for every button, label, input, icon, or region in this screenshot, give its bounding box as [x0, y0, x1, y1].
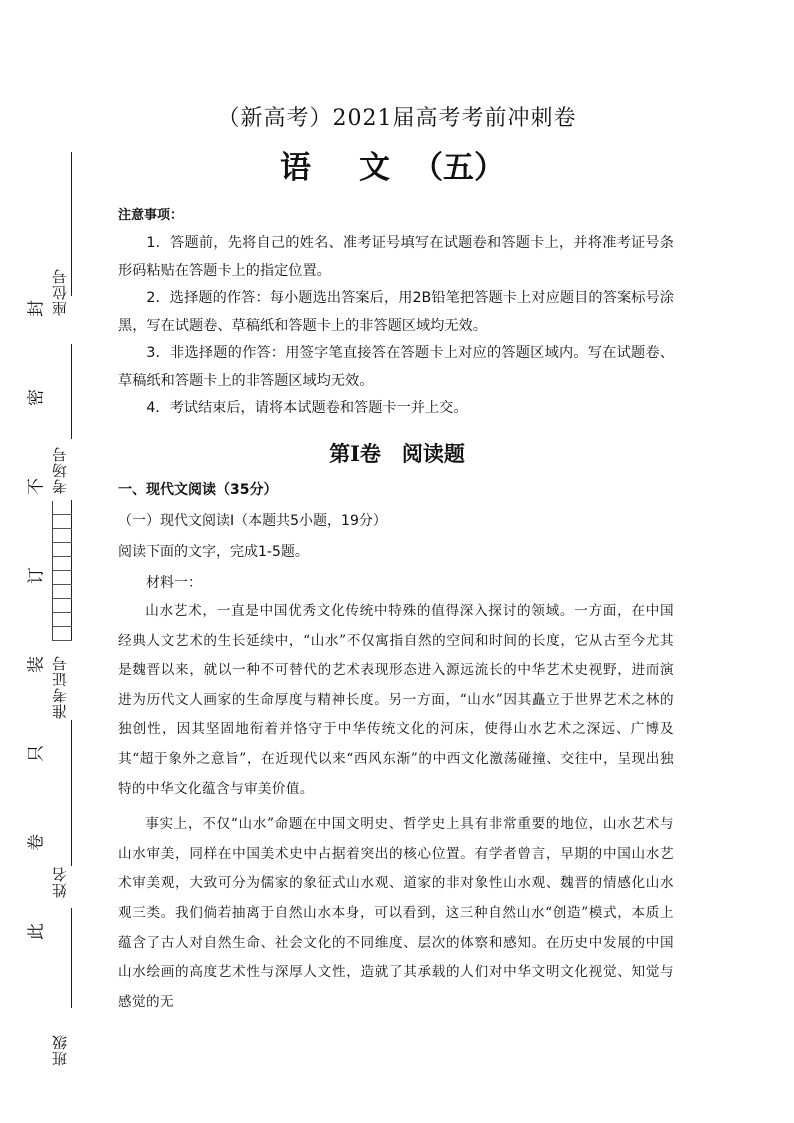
paper-number: （五）: [412, 150, 505, 186]
binding-char: 密: [26, 389, 47, 406]
class-field[interactable]: [48, 1034, 70, 1066]
name-label: 姓名: [50, 866, 69, 898]
notice-item: 3．非选择题的作答：用签字笔直接答在答题卡上对应的答题区域内。写在试题卷、草稿纸和答题卡上的非答题区域均无效。: [118, 345, 674, 389]
subject-char: 语: [280, 150, 311, 186]
binding-char: 订: [26, 567, 47, 584]
binding-line: [71, 344, 72, 439]
binding-line: [71, 152, 72, 296]
binding-line: [71, 908, 72, 1008]
notice-item: 1．答题前，先将自己的姓名、准考证号填写在试题卷和答题卡上，并将准考证号条形码粘贴在答题卡上的指定位置。: [118, 235, 674, 279]
instruction-text: 阅读下面的文字，完成1-5题。: [118, 544, 309, 560]
binding-char: 只: [26, 745, 47, 762]
binding-char: 装: [26, 656, 47, 673]
class-label: 班级: [50, 1034, 69, 1066]
part-title: 第Ⅰ卷 阅读题: [329, 441, 465, 466]
subject-title: [280, 142, 505, 187]
passage-paragraph: 事实上，不仅“山水”命题在中国文明史、哲学史上具有非常重要的地位，山水艺术与山水审美，同样在中国美术史中占据着突出的核心位置。有学者曾言，早期的中国山水艺术审美观，大致可分为儒家的象征式山水观、道家的非对象性山水观、魏晋的情感化山水观三类。我们倘若抽离于自然山水本身，可以看到，这三种自然山水“创造”模式，本质上蕴含了古人对自然生命、社会文化的不同维度、层次的体察和感知。在历史中发展的中国山水绘画的高度艺术性与深厚人文性，造就了其承载的人们对中华文明文化视觉、知觉与感觉的无: [118, 816, 674, 1010]
subsection-title: （一）现代文阅读Ⅰ（本题共5小题，19分）: [118, 513, 387, 529]
section-header: [118, 480, 674, 593]
notice-item: 2．选择题的作答：每小题选出答案后，用2B铅笔把答题卡上对应题目的答案标号涂黑，写在试题卷、草稿纸和答题卡上的非答题区域均无效。: [118, 290, 674, 334]
binding-char: 封: [26, 300, 47, 317]
binding-char: 不: [26, 478, 47, 495]
binding-char: 卷: [26, 834, 47, 851]
material-label: 材料一：: [146, 575, 202, 591]
notice-list: [118, 230, 674, 423]
name-field[interactable]: [48, 866, 70, 898]
exam-title: （新高考）2021届高考考前冲刺卷: [217, 106, 577, 131]
exam-number-boxes[interactable]: [52, 501, 72, 641]
admission-number-field[interactable]: [48, 655, 70, 719]
seat-number-field[interactable]: [48, 268, 70, 316]
admission-number-label: 准考证号: [50, 655, 69, 719]
notice-heading: 注意事项：: [118, 208, 184, 223]
binding-line: [71, 720, 72, 866]
seat-number-label: 座位号: [50, 268, 69, 316]
notice-item: 4．考试结束后，请将本试题卷和答题卡一并上交。: [146, 400, 468, 416]
section-title: 一、现代文阅读（35分）: [118, 482, 278, 498]
reading-passage: [118, 597, 674, 1020]
subject-char: 文: [359, 150, 390, 186]
binding-margin: [0, 0, 110, 1123]
binding-char: 此: [26, 923, 47, 940]
passage-paragraph: 山水艺术，一直是中国优秀文化传统中特殊的值得深入探讨的领域。一方面，在中国经典人文艺术的生长延续中，“山水”不仅寓指自然的空间和时间的长度，它从古至今尤其是魏晋以来，就以一种不可替代的艺术表现形态进入源远流长的中华艺术史视野，进而演进为历代文人画家的生命厚度与精神长度。另一方面，“山水”因其矗立于世界艺术之林的独创性，因其坚固地衔着并恪守于中华传统文化的河床，使得山水艺术之深远、广博及其“超于象外之意旨”，在近现代以来“西风东渐”的中西文化激荡碰撞、交往中，呈现出独特的中华文化蕴含与审美价值。: [118, 603, 674, 797]
exam-room-label: 考场号: [50, 446, 69, 494]
